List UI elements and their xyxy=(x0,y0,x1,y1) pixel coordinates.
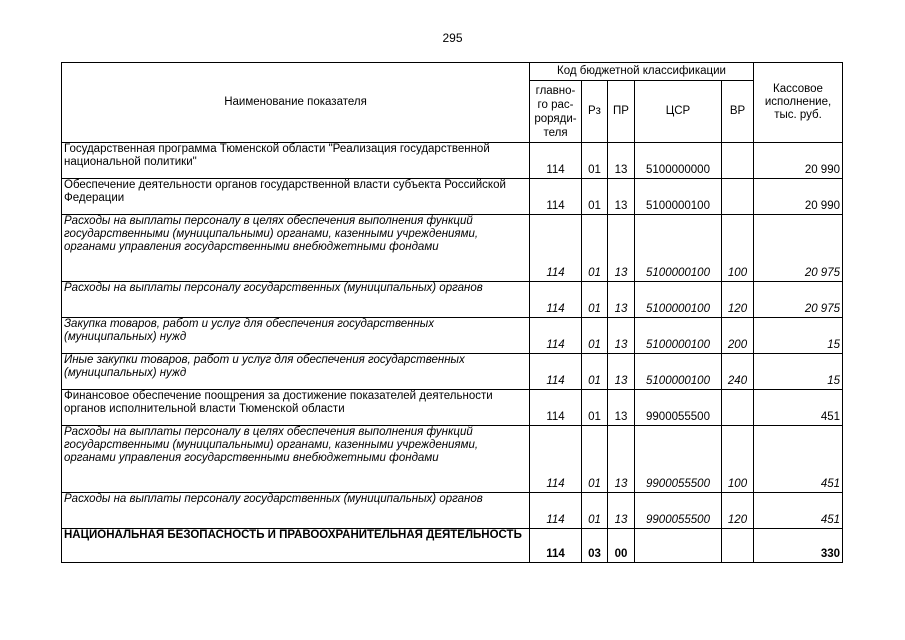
row-name: Расходы на выплаты персоналу государственных (муниципальных) органов xyxy=(62,493,530,529)
row-amount: 20 975 xyxy=(754,282,843,318)
row-name: Государственная программа Тюменской области "Реализация государственной национальной политики" xyxy=(62,143,530,179)
row-glav: 114 xyxy=(530,529,582,563)
row-pr: 13 xyxy=(608,390,635,426)
row-rz: 01 xyxy=(582,318,608,354)
row-amount: 451 xyxy=(754,390,843,426)
row-vr: 120 xyxy=(722,282,754,318)
header-rz: Рз xyxy=(582,81,608,143)
row-amount: 15 xyxy=(754,318,843,354)
row-amount: 15 xyxy=(754,354,843,390)
row-glav: 114 xyxy=(530,143,582,179)
header-code-group: Код бюджетной классификации xyxy=(530,63,754,81)
row-vr xyxy=(722,529,754,563)
header-amount: Кассовое исполнение, тыс. руб. xyxy=(754,63,843,143)
row-csr: 5100000100 xyxy=(635,354,722,390)
row-vr xyxy=(722,143,754,179)
row-csr: 5100000100 xyxy=(635,318,722,354)
row-pr: 13 xyxy=(608,215,635,282)
row-name: Иные закупки товаров, работ и услуг для обеспечения государственных (муниципальных) нужд xyxy=(62,354,530,390)
row-name: Закупка товаров, работ и услуг для обеспечения государственных (муниципальных) нужд xyxy=(62,318,530,354)
row-vr: 240 xyxy=(722,354,754,390)
row-name: Обеспечение деятельности органов государственной власти субъекта Российской Федерации xyxy=(62,179,530,215)
row-vr: 100 xyxy=(722,215,754,282)
row-pr: 13 xyxy=(608,318,635,354)
row-amount: 20 990 xyxy=(754,143,843,179)
row-amount: 451 xyxy=(754,493,843,529)
row-name: Финансовое обеспечение поощрения за достижение показателей деятельности органов исполнительной власти Тюменской области xyxy=(62,390,530,426)
row-pr: 13 xyxy=(608,354,635,390)
row-pr: 13 xyxy=(608,143,635,179)
table-row xyxy=(62,318,843,354)
row-name: Расходы на выплаты персоналу в целях обеспечения выполнения функций государственными (муниципальными) органами, казенными учреждениями, органами управления государственными внебюджетными фондами xyxy=(62,215,530,282)
row-csr: 9900055500 xyxy=(635,390,722,426)
table-row xyxy=(62,529,843,563)
row-vr xyxy=(722,179,754,215)
row-rz: 01 xyxy=(582,282,608,318)
row-rz: 01 xyxy=(582,493,608,529)
row-rz: 01 xyxy=(582,354,608,390)
row-glav: 114 xyxy=(530,493,582,529)
row-vr: 100 xyxy=(722,426,754,493)
row-pr: 00 xyxy=(608,529,635,563)
row-pr: 13 xyxy=(608,179,635,215)
table-row xyxy=(62,179,843,215)
budget-table xyxy=(61,62,843,563)
table-row xyxy=(62,215,843,282)
row-csr: 9900055500 xyxy=(635,426,722,493)
row-rz: 01 xyxy=(582,426,608,493)
row-amount: 20 990 xyxy=(754,179,843,215)
row-amount: 451 xyxy=(754,426,843,493)
row-pr: 13 xyxy=(608,282,635,318)
row-csr: 5100000000 xyxy=(635,143,722,179)
row-rz: 01 xyxy=(582,179,608,215)
header-glav-text: главно- го рас- pоряди- теля xyxy=(534,84,577,139)
table-row xyxy=(62,282,843,318)
row-rz: 01 xyxy=(582,215,608,282)
row-pr: 13 xyxy=(608,426,635,493)
row-rz: 01 xyxy=(582,143,608,179)
header-vr: ВР xyxy=(722,81,754,143)
row-vr: 120 xyxy=(722,493,754,529)
row-vr xyxy=(722,390,754,426)
row-amount: 20 975 xyxy=(754,215,843,282)
row-name: НАЦИОНАЛЬНАЯ БЕЗОПАСНОСТЬ И ПРАВООХРАНИТЕЛЬНАЯ ДЕЯТЕЛЬНОСТЬ xyxy=(62,529,530,563)
row-vr: 200 xyxy=(722,318,754,354)
row-amount: 330 xyxy=(754,529,843,563)
header-pr: ПР xyxy=(608,81,635,143)
row-glav: 114 xyxy=(530,390,582,426)
row-csr: 9900055500 xyxy=(635,493,722,529)
row-csr: 5100000100 xyxy=(635,179,722,215)
row-glav: 114 xyxy=(530,318,582,354)
row-pr: 13 xyxy=(608,493,635,529)
row-csr xyxy=(635,529,722,563)
row-glav: 114 xyxy=(530,215,582,282)
row-glav: 114 xyxy=(530,179,582,215)
row-csr: 5100000100 xyxy=(635,282,722,318)
row-rz: 01 xyxy=(582,390,608,426)
table-row xyxy=(62,426,843,493)
header-name: Наименование показателя xyxy=(62,63,530,143)
header-csr: ЦСР xyxy=(635,81,722,143)
table-row xyxy=(62,143,843,179)
row-name: Расходы на выплаты персоналу государственных (муниципальных) органов xyxy=(62,282,530,318)
row-name: Расходы на выплаты персоналу в целях обеспечения выполнения функций государственными (муниципальными) органами, казенными учреждениями, органами управления государственными внебюджетными фондами xyxy=(62,426,530,493)
row-csr: 5100000100 xyxy=(635,215,722,282)
table-row xyxy=(62,493,843,529)
page-number: 295 xyxy=(442,31,463,45)
table-row xyxy=(62,390,843,426)
table-row xyxy=(62,354,843,390)
header-glav xyxy=(530,81,582,143)
row-glav: 114 xyxy=(530,282,582,318)
row-glav: 114 xyxy=(530,426,582,493)
row-rz: 03 xyxy=(582,529,608,563)
row-glav: 114 xyxy=(530,354,582,390)
